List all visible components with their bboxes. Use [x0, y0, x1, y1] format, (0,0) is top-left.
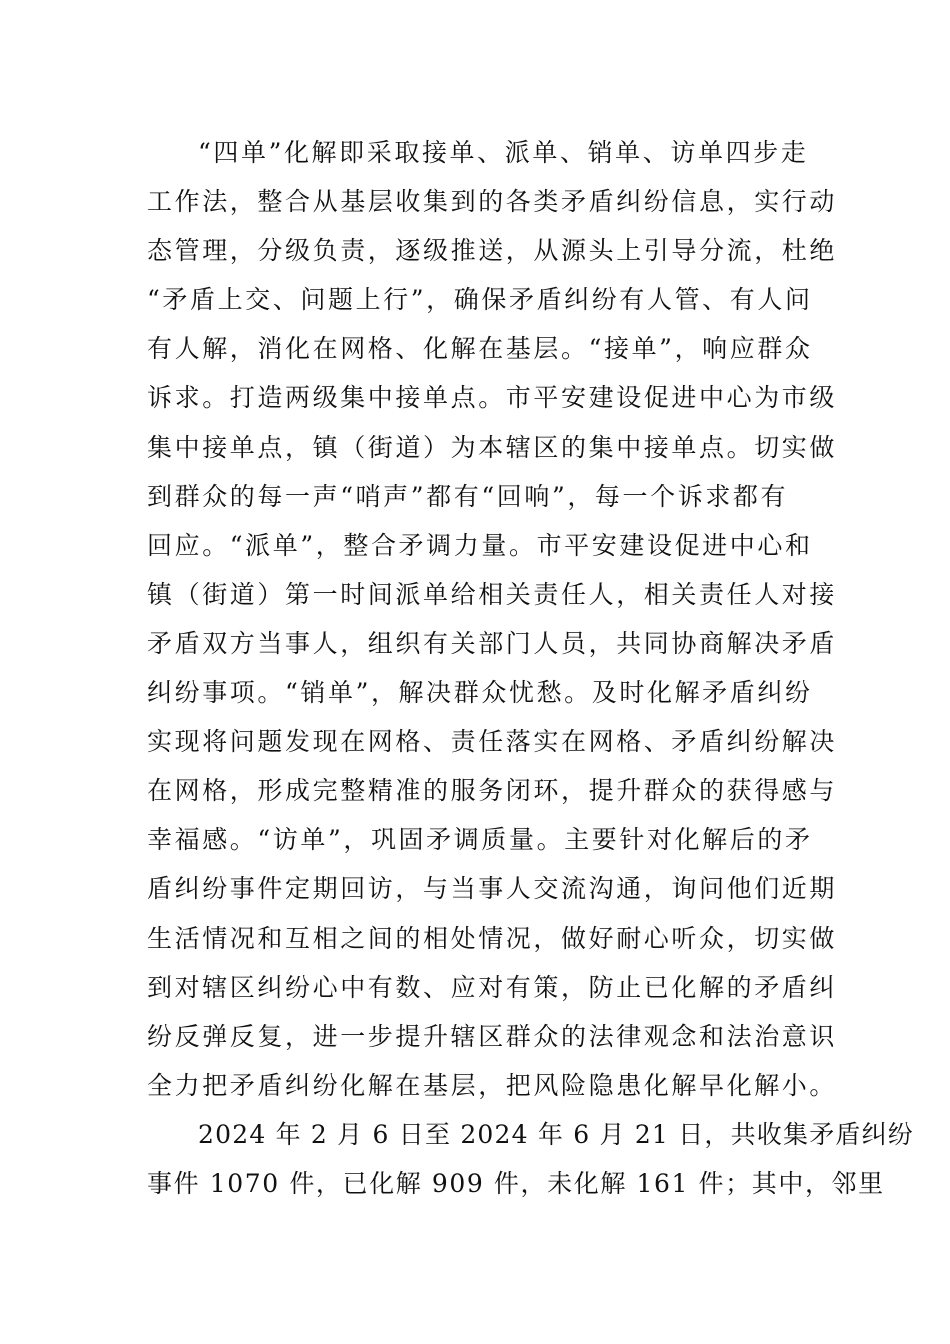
paragraph-line: 回应。“派单”，整合矛调力量。市平安建设促进中心和: [147, 530, 813, 560]
paragraph-line: 盾纠纷事件定期回访，与当事人交流沟通，询问他们近期: [147, 874, 838, 904]
paragraph-line: “矛盾上交、问题上行”，确保矛盾纠纷有人管、有人问: [147, 285, 813, 315]
paragraph-line: 纷反弹反复，进一步提升辖区群众的法律观念和法治意识: [147, 1021, 838, 1051]
paragraph-line: 全力把矛盾纠纷化解在基层，把风险隐患化解早化解小。: [147, 1070, 838, 1100]
paragraph-line: 事件 1070 件，已化解 909 件，未化解 161 件；其中，邻里: [147, 1169, 885, 1199]
paragraph-line: 2024 年 2 月 6 日至 2024 年 6 月 21 日，共收集矛盾纠纷: [198, 1120, 914, 1149]
paragraph-four-orders: [147, 128, 838, 1110]
paragraph-line: 矛盾双方当事人，组织有关部门人员，共同协商解决矛盾: [147, 628, 838, 658]
paragraph-line: “四单”化解即采取接单、派单、销单、访单四步走: [198, 138, 809, 167]
paragraph-line: 纠纷事项。“销单”，解决群众忧愁。及时化解矛盾纠纷: [147, 678, 813, 708]
paragraph-line: 态管理，分级负责，逐级推送，从源头上引导分流，杜绝: [147, 236, 838, 266]
paragraph-line: 实现将问题发现在网格、责任落实在网格、矛盾纠纷解决: [147, 727, 838, 757]
paragraph-line: 幸福感。“访单”，巩固矛调质量。主要针对化解后的矛: [147, 825, 813, 855]
paragraph-line: 集中接单点，镇（街道）为本辖区的集中接单点。切实做: [147, 432, 838, 462]
paragraph-line: 到群众的每一声“哨声”都有“回响”，每一个诉求都有: [147, 481, 789, 511]
paragraph-line: 生活情况和互相之间的相处情况，做好耐心听众，切实做: [147, 923, 838, 953]
paragraph-line: 在网格，形成完整精准的服务闭环，提升群众的获得感与: [147, 776, 838, 806]
paragraph-statistics: [147, 1110, 914, 1208]
paragraph-line: 到对辖区纠纷心中有数、应对有策，防止已化解的矛盾纠: [147, 972, 838, 1002]
paragraph-line: 镇（街道）第一时间派单给相关责任人，相关责任人对接: [147, 579, 838, 609]
paragraph-line: 诉求。打造两级集中接单点。市平安建设促进中心为市级: [147, 383, 838, 413]
paragraph-line: 工作法，整合从基层收集到的各类矛盾纠纷信息，实行动: [147, 187, 838, 217]
paragraph-line: 有人解，消化在网格、化解在基层。“接单”，响应群众: [147, 334, 813, 364]
